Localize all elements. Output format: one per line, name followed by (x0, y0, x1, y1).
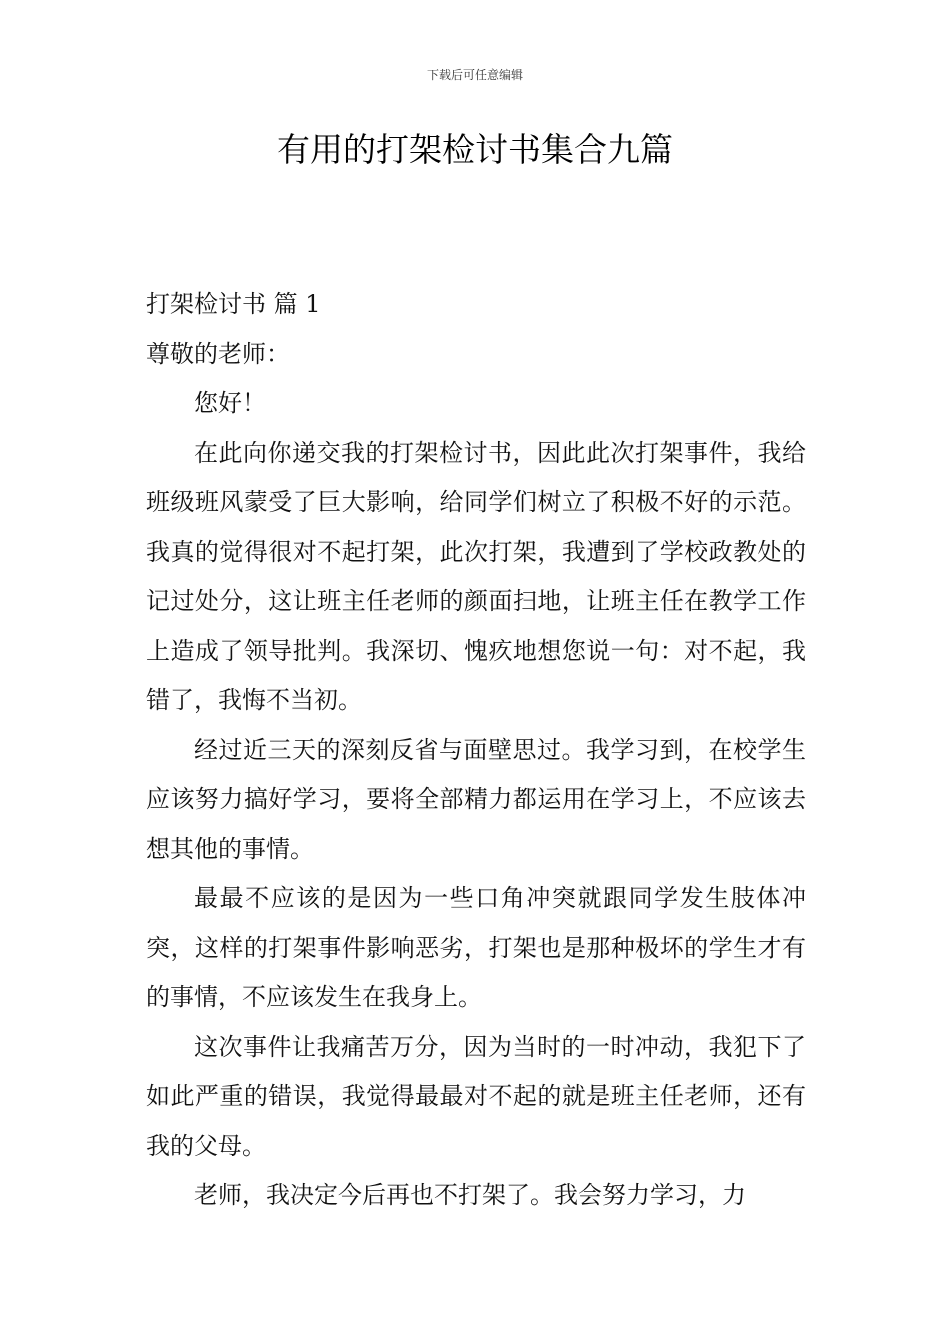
document-body (146, 280, 806, 1221)
paragraph: 经过近三天的深刻反省与面壁思过。我学习到，在校学生应该努力搞好学习，要将全部精力都运用在学习上，不应该去想其他的事情。 (146, 735, 806, 863)
greeting: 您好！ (194, 389, 266, 417)
paragraph: 最最不应该的是因为一些口角冲突就跟同学发生肢体冲突，这样的打架事件影响恶劣，打架也是那种极坏的学生才有的事情，不应该发生在我身上。 (146, 884, 806, 1011)
page-title: 有用的打架检讨书集合九篇 (277, 130, 673, 169)
paragraph: 老师，我决定今后再也不打架了。我会努力学习，力 (194, 1181, 746, 1209)
paragraph: 这次事件让我痛苦万分，因为当时的一时冲动，我犯下了如此严重的错误，我觉得最最对不起的就是班主任老师，还有我的父母。 (146, 1032, 806, 1160)
salutation: 尊敬的老师： (146, 339, 290, 368)
paragraph: 在此向你递交我的打架检讨书，因此此次打架事件，我给班级班风蒙受了巨大影响，给同学们树立了积极不好的示范。我真的觉得很对不起打架，此次打架，我遭到了学校政教处的记过处分，这让班主任老师的颜面扫地，让班主任在教学工作上造成了领导批判。我深切、愧疚地想您说一句：对不起，我错了，我悔不当初。 (146, 438, 806, 714)
header-note: 下载后可任意编辑 (426, 68, 523, 82)
section-heading: 打架检讨书 篇 1 (146, 290, 321, 318)
